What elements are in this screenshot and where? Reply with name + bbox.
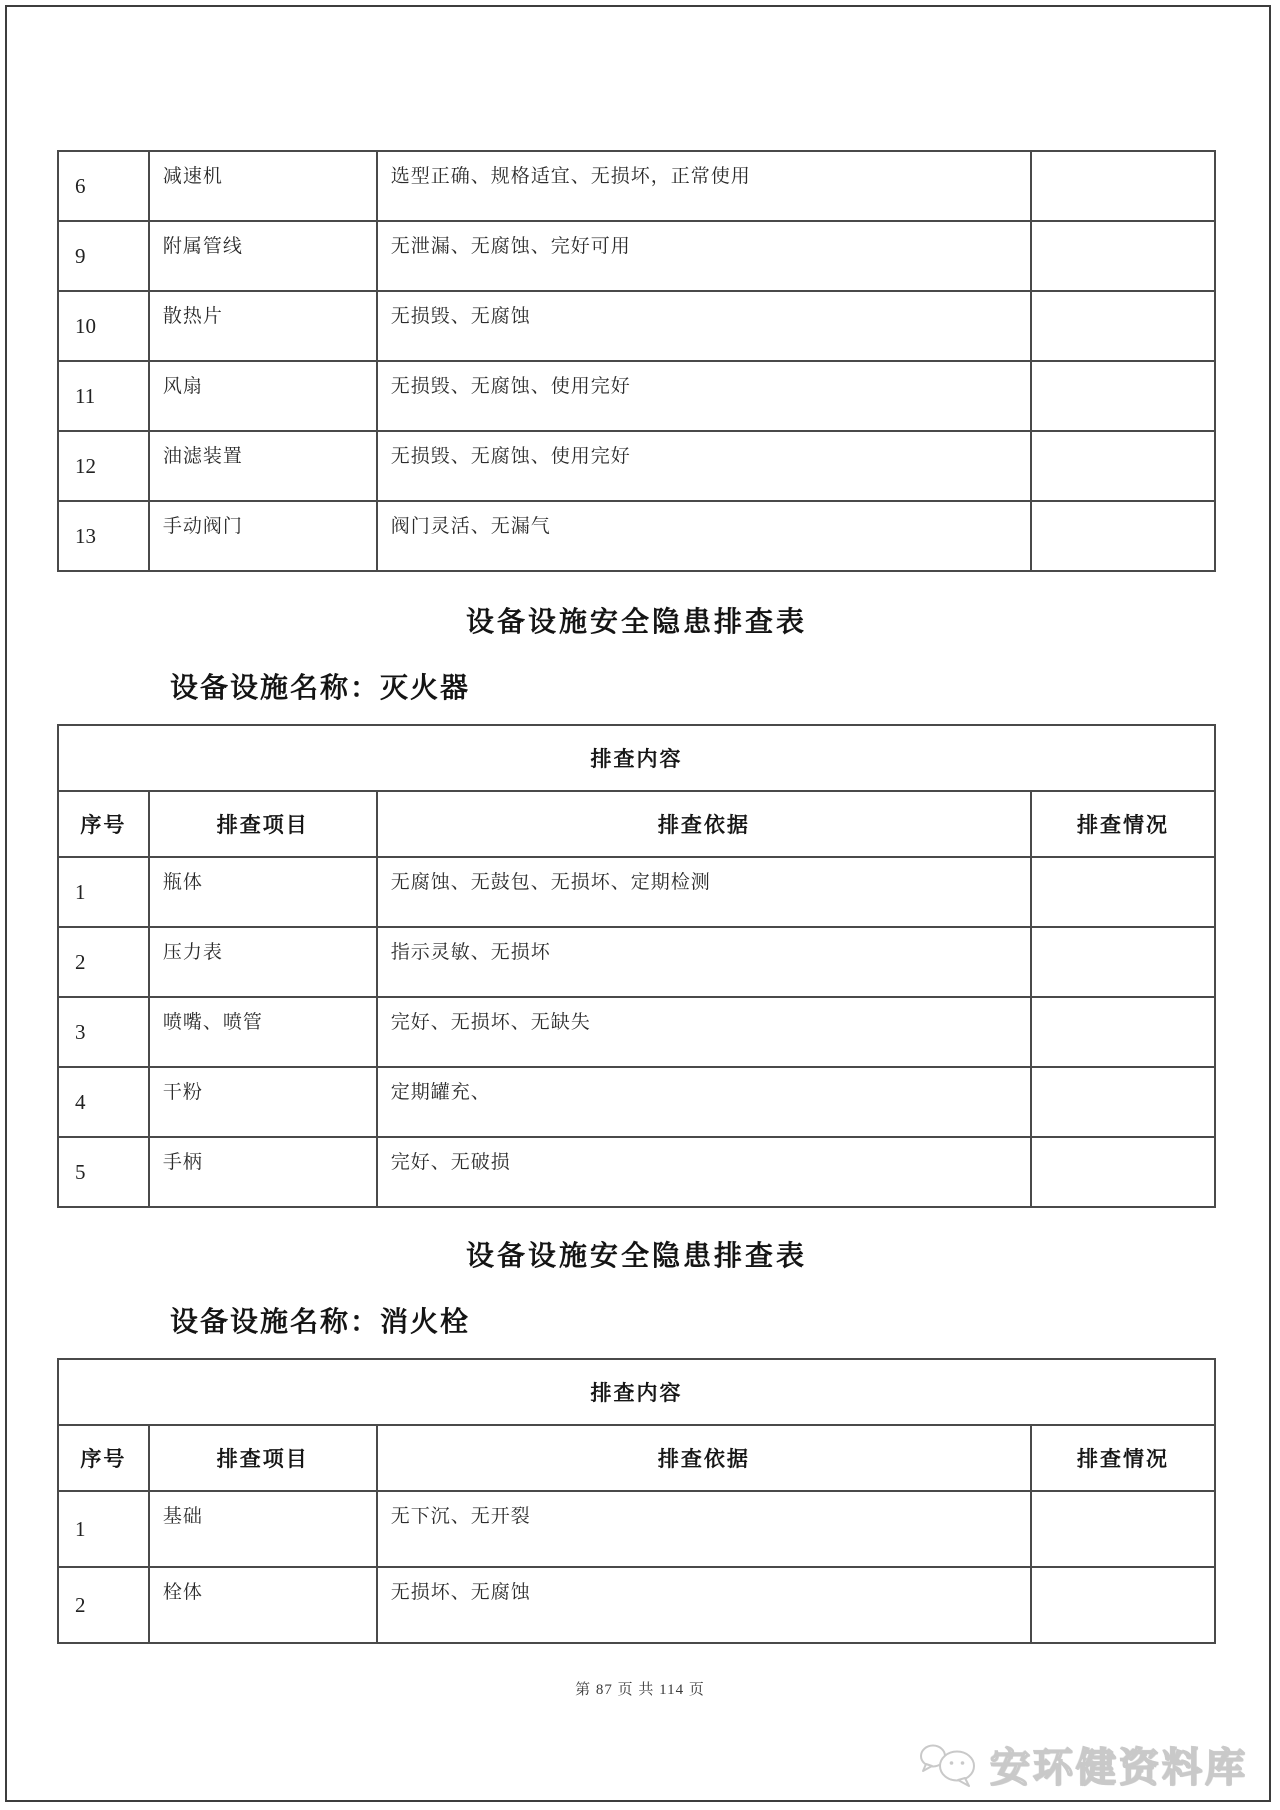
column-header-row (58, 791, 1215, 857)
column-header-basis: 排查依据 (377, 1425, 1031, 1491)
cell-inspect-item: 干粉 (149, 1067, 377, 1137)
watermark (918, 1736, 1248, 1793)
cell-inspect-item: 手动阀门 (149, 501, 377, 571)
continuation-table (57, 150, 1216, 572)
table-row (58, 221, 1215, 291)
equipment-name-value: 消火栓 (380, 1306, 471, 1337)
cell-inspect-basis: 指示灵敏、无损坏 (377, 927, 1031, 997)
cell-serial-number: 2 (58, 1567, 149, 1643)
cell-inspect-status (1031, 501, 1215, 571)
cell-serial-number: 5 (58, 1137, 149, 1207)
merged-header-cell: 排查内容 (58, 1359, 1215, 1425)
cell-inspect-basis: 完好、无破损 (377, 1137, 1031, 1207)
cell-inspect-item: 基础 (149, 1491, 377, 1567)
table-row (58, 857, 1215, 927)
inspection-table-fire-hydrant (57, 1358, 1216, 1644)
table-row (58, 1567, 1215, 1643)
table-title: 设备设施安全隐患排查表 (465, 1240, 807, 1271)
cell-inspect-item: 栓体 (149, 1567, 377, 1643)
cell-inspect-status (1031, 1567, 1215, 1643)
equipment-name-label: 设备设施名称： (170, 672, 381, 703)
cell-inspect-item: 手柄 (149, 1137, 377, 1207)
table-row (58, 1137, 1215, 1207)
cell-serial-number: 12 (58, 431, 149, 501)
cell-inspect-status (1031, 1067, 1215, 1137)
column-header-basis: 排查依据 (377, 791, 1031, 857)
cell-inspect-status (1031, 1491, 1215, 1567)
table-row (58, 291, 1215, 361)
wechat-bubbles-icon (918, 1740, 982, 1790)
column-header-status: 排查情况 (1031, 1425, 1215, 1491)
cell-inspect-basis: 无下沉、无开裂 (377, 1491, 1031, 1567)
cell-inspect-item: 散热片 (149, 291, 377, 361)
equipment-name-line (170, 1300, 1216, 1340)
column-header-item: 排查项目 (149, 791, 377, 857)
cell-serial-number: 10 (58, 291, 149, 361)
equipment-name-label: 设备设施名称： (170, 1306, 381, 1337)
merged-header-row (58, 725, 1215, 791)
table-row (58, 501, 1215, 571)
table-title: 设备设施安全隐患排查表 (465, 606, 807, 637)
cell-inspect-basis: 无损坏、无腐蚀 (377, 1567, 1031, 1643)
cell-serial-number: 4 (58, 1067, 149, 1137)
cell-inspect-item: 油滤装置 (149, 431, 377, 501)
cell-inspect-status (1031, 431, 1215, 501)
cell-serial-number: 3 (58, 997, 149, 1067)
cell-inspect-status (1031, 361, 1215, 431)
equipment-name-line (170, 666, 1216, 706)
column-header-serial: 序号 (58, 791, 149, 857)
cell-inspect-item: 瓶体 (149, 857, 377, 927)
cell-inspect-item: 附属管线 (149, 221, 377, 291)
table-row (58, 927, 1215, 997)
cell-inspect-basis: 定期罐充、 (377, 1067, 1031, 1137)
cell-inspect-item: 减速机 (149, 151, 377, 221)
cell-inspect-basis: 无损毁、无腐蚀 (377, 291, 1031, 361)
document-content (57, 0, 1216, 1644)
column-header-status: 排查情况 (1031, 791, 1215, 857)
column-header-serial: 序号 (58, 1425, 149, 1491)
table-row (58, 151, 1215, 221)
cell-serial-number: 13 (58, 501, 149, 571)
cell-inspect-basis: 选型正确、规格适宜、无损坏，正常使用 (377, 151, 1031, 221)
cell-inspect-status (1031, 1137, 1215, 1207)
cell-serial-number: 1 (58, 1491, 149, 1567)
table-row (58, 1067, 1215, 1137)
cell-inspect-status (1031, 927, 1215, 997)
table-row (58, 997, 1215, 1067)
column-header-row (58, 1425, 1215, 1491)
merged-header-row (58, 1359, 1215, 1425)
table-row (58, 1491, 1215, 1567)
cell-inspect-basis: 无泄漏、无腐蚀、完好可用 (377, 221, 1031, 291)
column-header-item: 排查项目 (149, 1425, 377, 1491)
cell-serial-number: 6 (58, 151, 149, 221)
cell-inspect-status (1031, 151, 1215, 221)
cell-inspect-status (1031, 221, 1215, 291)
cell-inspect-status (1031, 997, 1215, 1067)
cell-inspect-item: 压力表 (149, 927, 377, 997)
cell-inspect-basis: 无损毁、无腐蚀、使用完好 (377, 361, 1031, 431)
equipment-name-value: 灭火器 (380, 672, 471, 703)
cell-inspect-status (1031, 291, 1215, 361)
watermark-label: 安环健资料库 (990, 1746, 1248, 1790)
cell-inspect-basis: 无腐蚀、无鼓包、无损坏、定期检测 (377, 857, 1031, 927)
cell-inspect-basis: 阀门灵活、无漏气 (377, 501, 1031, 571)
cell-inspect-item: 喷嘴、喷管 (149, 997, 377, 1067)
cell-serial-number: 1 (58, 857, 149, 927)
cell-serial-number: 11 (58, 361, 149, 431)
page-number-footer: 第 87 页 共 114 页 (575, 1682, 705, 1698)
cell-inspect-status (1031, 857, 1215, 927)
table-row (58, 361, 1215, 431)
cell-inspect-basis: 无损毁、无腐蚀、使用完好 (377, 431, 1031, 501)
cell-serial-number: 9 (58, 221, 149, 291)
table-row (58, 431, 1215, 501)
inspection-table-fire-extinguisher (57, 724, 1216, 1208)
merged-header-cell: 排查内容 (58, 725, 1215, 791)
cell-inspect-item: 风扇 (149, 361, 377, 431)
cell-serial-number: 2 (58, 927, 149, 997)
cell-inspect-basis: 完好、无损坏、无缺失 (377, 997, 1031, 1067)
